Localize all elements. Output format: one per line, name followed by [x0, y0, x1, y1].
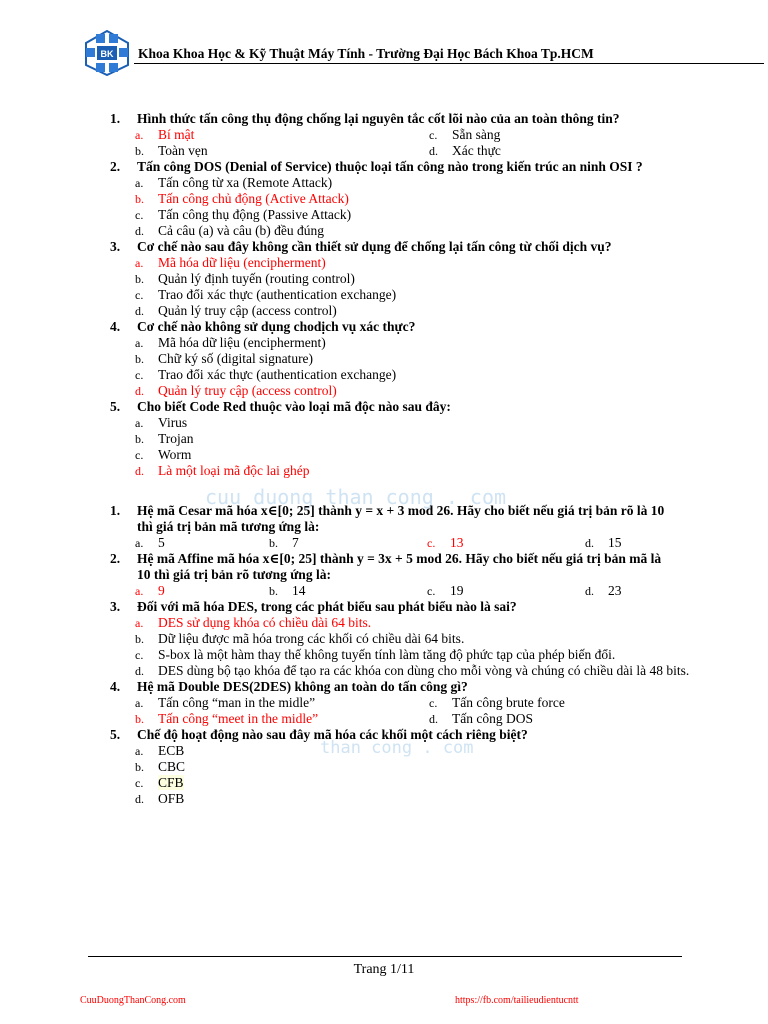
question-line: Hình thức tấn công thụ động chống lại nguyên tắc cốt lõi nào của an toàn thông tin? [137, 111, 620, 126]
question-text [110, 111, 690, 127]
option-text: Tấn công “man in the midle” [158, 695, 316, 710]
question-text [110, 503, 690, 535]
question-item [110, 399, 690, 479]
option-letter: a. [135, 744, 144, 758]
option-letter: b. [135, 712, 144, 726]
option-text: Toàn vẹn [158, 143, 208, 158]
question-section-1 [110, 111, 690, 479]
answer-options [110, 255, 690, 319]
answer-option[interactable] [110, 303, 690, 319]
question-text [110, 159, 690, 175]
option-text: 14 [292, 583, 306, 598]
question-number: 1. [110, 111, 121, 126]
question-line: Hệ mã Cesar mã hóa x∈[0; 25] thành y = x + 3 mod 26. Hãy cho biết nếu giá trị bản rõ là 10 [137, 503, 665, 518]
option-letter: d. [585, 584, 594, 598]
option-letter: c. [135, 208, 144, 222]
answer-option[interactable] [110, 271, 690, 287]
question-text [110, 399, 690, 415]
answer-option[interactable] [110, 791, 690, 807]
option-letter: c. [135, 448, 144, 462]
option-letter: b. [135, 144, 144, 158]
option-text: Cả câu (a) và câu (b) đều đúng [158, 223, 325, 238]
question-text [110, 679, 690, 695]
answer-option[interactable] [110, 191, 690, 207]
answer-options [110, 615, 690, 679]
option-text: Tấn công thụ động (Passive Attack) [158, 207, 352, 222]
header-divider [134, 63, 764, 64]
option-text: DES sử dụng khóa có chiều dài 64 bits. [158, 615, 372, 630]
answer-options [110, 175, 690, 239]
option-row [110, 127, 690, 143]
option-text: Tấn công từ xa (Remote Attack) [158, 175, 333, 190]
option-text: Xác thực [452, 143, 501, 158]
option-letter: a. [135, 584, 144, 598]
answer-options [110, 127, 690, 159]
question-number: 2. [110, 159, 121, 174]
answer-option[interactable] [584, 535, 684, 551]
answer-option[interactable] [110, 463, 690, 479]
answer-option[interactable] [268, 535, 426, 551]
question-line: Cơ chế nào không sử dụng chodịch vụ xác thực? [137, 319, 416, 334]
answer-option[interactable] [110, 383, 690, 399]
answer-option[interactable] [110, 743, 690, 759]
answer-option[interactable] [110, 175, 690, 191]
option-text: CFB [158, 775, 184, 790]
option-letter: b. [269, 536, 278, 550]
option-text: Trojan [158, 431, 194, 446]
option-text: 9 [158, 583, 165, 598]
option-text: Worm [158, 447, 192, 462]
option-row [110, 535, 690, 551]
question-text [110, 239, 690, 255]
option-letter: d. [429, 712, 438, 726]
option-letter: a. [135, 536, 144, 550]
option-text: Quản lý truy cập (access control) [158, 383, 337, 398]
question-number: 4. [110, 319, 121, 334]
answer-option[interactable] [110, 223, 690, 239]
answer-option[interactable] [110, 447, 690, 463]
option-letter: c. [427, 584, 436, 598]
option-letter: d. [135, 464, 144, 478]
answer-options [110, 695, 690, 727]
answer-option[interactable] [110, 351, 690, 367]
question-line: Đối với mã hóa DES, trong các phát biểu sau phát biểu nào là sai? [137, 599, 517, 614]
answer-option[interactable] [110, 583, 268, 599]
option-letter: d. [135, 664, 144, 678]
option-letter: c. [135, 368, 144, 382]
answer-option[interactable] [110, 535, 268, 551]
question-line: Tấn công DOS (Denial of Service) thuộc loại tấn công nào trong kiến trúc an ninh OSI ? [137, 159, 643, 174]
option-letter: b. [269, 584, 278, 598]
option-letter: d. [135, 304, 144, 318]
option-text: Chữ ký số (digital signature) [158, 351, 314, 366]
question-line-2: thì giá trị bản mã tương ứng là: [137, 519, 320, 534]
answer-option[interactable] [110, 647, 690, 663]
option-letter: a. [135, 176, 144, 190]
option-row [110, 695, 690, 711]
option-text: Bí mật [158, 127, 195, 142]
answer-option[interactable] [110, 775, 690, 791]
answer-option[interactable] [428, 695, 668, 711]
watermark-text-2: than cong . com [320, 738, 474, 758]
option-text: Trao đổi xác thực (authentication exchange) [158, 287, 397, 302]
answer-option[interactable] [268, 583, 426, 599]
question-item [110, 111, 690, 159]
option-text: 5 [158, 535, 165, 550]
option-text: OFB [158, 791, 185, 806]
option-letter: d. [135, 384, 144, 398]
answer-option[interactable] [110, 631, 690, 647]
option-letter: d. [135, 224, 144, 238]
option-row [110, 143, 690, 159]
question-section-2 [110, 503, 690, 807]
answer-option[interactable] [428, 143, 668, 159]
answer-options [110, 535, 690, 551]
question-number: 1. [110, 503, 121, 518]
option-letter: c. [135, 288, 144, 302]
question-item [110, 159, 690, 239]
answer-options [110, 335, 690, 399]
question-line: Cơ chế nào sau đây không cần thiết sử dụng để chống lại tấn công từ chối dịch vụ? [137, 239, 612, 254]
answer-option[interactable] [428, 711, 668, 727]
option-text: Là một loại mã độc lai ghép [158, 463, 310, 478]
option-letter: b. [135, 192, 144, 206]
option-text: Quản lý định tuyến (routing control) [158, 271, 355, 286]
option-text: DES dùng bộ tạo khóa để tạo ra các khóa con dùng cho mỗi vòng và chúng có chiều dài là 48 bits. [158, 663, 690, 678]
option-letter: c. [429, 696, 438, 710]
option-text: Tấn công “meet in the midle” [158, 711, 319, 726]
option-letter: b. [135, 352, 144, 366]
question-line: Cho biết Code Red thuộc vào loại mã độc nào sau đây: [137, 399, 451, 414]
option-text: Sẵn sàng [452, 127, 501, 142]
answer-option[interactable] [110, 255, 690, 271]
question-line: Hệ mã Affine mã hóa x∈[0; 25] thành y = 3x + 5 mod 26. Hãy cho biết nếu giá trị bản mã là [137, 551, 662, 566]
answer-option[interactable] [110, 143, 428, 159]
option-text: Tấn công chủ động (Active Attack) [158, 191, 349, 206]
answer-option[interactable] [428, 127, 668, 143]
question-item [110, 319, 690, 399]
option-text: Mã hóa dữ liệu (encipherment) [158, 335, 326, 350]
answer-option[interactable] [110, 711, 428, 727]
question-number: 3. [110, 599, 121, 614]
option-letter: a. [135, 416, 144, 430]
answer-option[interactable] [110, 367, 690, 383]
answer-option[interactable] [110, 335, 690, 351]
option-letter: a. [135, 696, 144, 710]
answer-options [110, 743, 690, 807]
option-letter: a. [135, 616, 144, 630]
answer-option[interactable] [110, 759, 690, 775]
question-text [110, 727, 690, 743]
option-text: CBC [158, 759, 186, 774]
option-letter: a. [135, 336, 144, 350]
option-text: Tấn công DOS [452, 711, 533, 726]
question-item [110, 599, 690, 679]
question-number: 3. [110, 239, 121, 254]
answer-option[interactable] [110, 127, 428, 143]
option-letter: c. [135, 776, 144, 790]
option-letter: a. [135, 128, 144, 142]
answer-option[interactable] [426, 535, 584, 551]
svg-text:BK: BK [100, 49, 114, 59]
option-letter: b. [135, 432, 144, 446]
answer-option[interactable] [110, 615, 690, 631]
option-text: Dữ liệu được mã hóa trong các khối có chiều dài 64 bits. [158, 631, 465, 646]
question-number: 5. [110, 727, 121, 742]
option-letter: c. [135, 648, 144, 662]
option-letter: b. [135, 272, 144, 286]
option-letter: d. [429, 144, 438, 158]
question-number: 2. [110, 551, 121, 566]
question-text [110, 599, 690, 615]
answer-options [110, 583, 690, 599]
question-line: Hệ mã Double DES(2DES) không an toàn do tấn công gì? [137, 679, 468, 694]
question-text [110, 319, 690, 335]
option-text: Mã hóa dữ liệu (encipherment) [158, 255, 326, 270]
option-text: Virus [158, 415, 188, 430]
question-number: 4. [110, 679, 121, 694]
option-letter: c. [427, 536, 436, 550]
option-text: Tấn công brute force [452, 695, 565, 710]
answer-option[interactable] [110, 287, 690, 303]
option-text: Quản lý truy cập (access control) [158, 303, 337, 318]
option-text: 15 [608, 535, 622, 550]
option-text: S-box là một hàm thay thế không tuyến tính làm tăng độ phức tạp của phép biến đổi. [158, 647, 616, 662]
answer-option[interactable] [110, 695, 428, 711]
question-item [110, 503, 690, 551]
option-letter: b. [135, 632, 144, 646]
option-text: 7 [292, 535, 299, 550]
bk-logo-icon [82, 30, 132, 76]
footer-link-left[interactable]: CuuDuongThanCong.com [80, 995, 186, 1006]
question-item [110, 239, 690, 319]
page-header [82, 30, 764, 66]
option-row [110, 711, 690, 727]
answer-option[interactable] [426, 583, 584, 599]
option-text: 23 [608, 583, 622, 598]
option-letter: d. [585, 536, 594, 550]
answer-option[interactable] [110, 431, 690, 447]
option-letter: a. [135, 256, 144, 270]
answer-option[interactable] [110, 415, 690, 431]
option-text: 13 [450, 535, 464, 550]
footer-divider [88, 956, 682, 957]
footer-link-right[interactable]: https://fb.com/tailieudientucntt [455, 995, 579, 1006]
option-text: Trao đổi xác thực (authentication exchange) [158, 367, 397, 382]
answer-option[interactable] [110, 207, 690, 223]
option-letter: d. [135, 792, 144, 806]
question-number: 5. [110, 399, 121, 414]
question-line: Chế độ hoạt động nào sau đây mã hóa các khối một cách riêng biệt? [137, 727, 528, 742]
answer-option[interactable] [110, 663, 690, 679]
page-number: Trang 1/11 [353, 962, 415, 977]
option-text: ECB [158, 743, 185, 758]
watermark-text: cuu duong than cong . com [205, 485, 507, 509]
answer-option[interactable] [584, 583, 684, 599]
question-item [110, 727, 690, 807]
question-item [110, 551, 690, 599]
option-text: 19 [450, 583, 464, 598]
option-letter: c. [429, 128, 438, 142]
option-letter: b. [135, 760, 144, 774]
option-row [110, 583, 690, 599]
header-title: Khoa Khoa Học & Kỹ Thuật Máy Tính - Trường Đại Học Bách Khoa Tp.HCM [138, 46, 594, 61]
question-item [110, 679, 690, 727]
question-line-2: 10 thì giá trị bản rõ tương ứng là: [137, 567, 331, 582]
question-text [110, 551, 690, 583]
answer-options [110, 415, 690, 479]
